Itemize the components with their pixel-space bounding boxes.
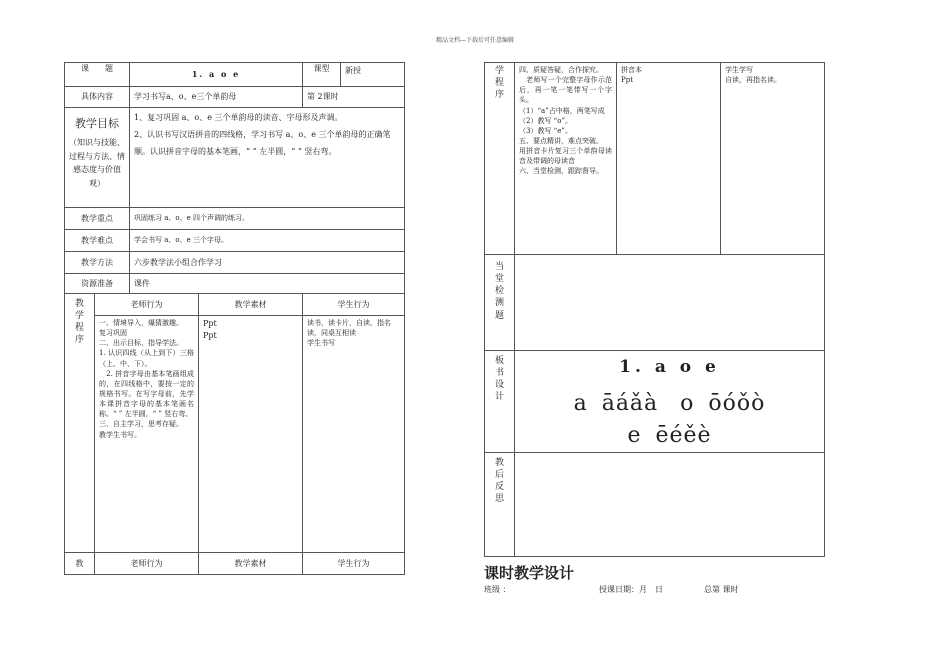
period-value: 第 2课时 <box>303 87 405 108</box>
bottom-teacher: 老师行为 <box>95 553 199 575</box>
left-lesson-table <box>64 62 405 575</box>
reflect-area <box>515 453 825 557</box>
footer-title: 课时教学设计 <box>484 564 575 582</box>
teacher-line: 用拼音卡片复习三个单韵母读音及带调的母读音 <box>519 147 612 166</box>
teacher-line: 1. 认识四线（从上到下）三格（上、中、下）。 <box>99 349 194 368</box>
goals-label: 教学目标 <box>75 117 119 130</box>
goals-sub: （知识与技能、过程与方法、情感态度与价值观） <box>69 137 125 188</box>
board-e-tones: ēéěè <box>655 422 712 448</box>
student-line: 自读，再指名读。 <box>725 76 781 85</box>
bottom-student: 学生行为 <box>303 553 405 575</box>
student-actions <box>303 316 405 553</box>
col-material: 教学素材 <box>199 294 303 316</box>
test-label: 当堂检测题 <box>485 255 515 351</box>
goals-cell <box>65 108 130 208</box>
teacher-line: （2）教写 “o”。 <box>519 116 573 125</box>
key-label: 教学重点 <box>65 208 130 230</box>
board-area <box>515 351 825 453</box>
bottom-label: 教 <box>65 553 95 575</box>
col-student: 学生行为 <box>303 294 405 316</box>
right-material-list <box>617 63 721 255</box>
board-a-tones: āáǎà <box>601 390 659 416</box>
right-student-actions <box>721 63 825 255</box>
board-o: o <box>680 390 695 416</box>
board-letters <box>515 388 824 452</box>
bottom-material: 教学素材 <box>199 553 303 575</box>
material-item: Ppt <box>203 330 217 340</box>
student-line: 读书，读卡片，自读，指名读，同桌互相读 <box>307 319 392 338</box>
board-label: 板书设计 <box>485 351 515 453</box>
teacher-line: （1）“a”占中格，两笔写成 <box>519 106 605 115</box>
teacher-line: 六、当堂检测，跟踪督导。 <box>519 167 603 176</box>
teacher-line: （3）教写 “e”。 <box>519 126 572 135</box>
header-note: 精品文档---下载后可任意编辑 <box>435 37 515 44</box>
resource-label: 资源准备 <box>65 274 130 294</box>
footer-total: 总第 课时 <box>704 585 739 594</box>
teacher-actions <box>95 316 199 553</box>
board-a: a <box>573 390 588 416</box>
content-value: 学习书写a、o、e三个单韵母 <box>130 87 303 108</box>
col-teacher: 老师行为 <box>95 294 199 316</box>
teacher-line: 一、情境导入，爆猜激趣。 <box>99 319 183 327</box>
resource-value: 课件 <box>130 274 405 294</box>
type-label: 课型 <box>303 63 341 87</box>
reflect-label: 教后反思 <box>485 453 515 557</box>
board-title: 1. a o e <box>619 357 720 377</box>
material-item: 拼音本 <box>621 66 642 74</box>
footer-date: 授课日期：月 日 <box>599 585 663 594</box>
topic-value: 1. a o e <box>130 63 303 87</box>
teacher-line: 二、出示目标，指导学法。 <box>99 339 183 348</box>
teacher-line: 2. 拼音字母由基本笔画组成的，在四线格中，要按一定的规格书写。在写字母前，先学本课拼音字母的基本笔画名称。“ ” 左半圆，“ ” 竖右弯。 <box>99 369 194 419</box>
goals-text <box>130 108 405 208</box>
student-line: 学生学写 <box>725 66 753 74</box>
board-o-tones: ōóǒò <box>708 390 766 416</box>
teacher-line: 老师写一个完整字母作示范后，再一笔一笔带写一个字头。 <box>519 76 612 105</box>
method-label: 教学方法 <box>65 252 130 274</box>
goals-text-2: 2、认识书写汉语拼音的四线格，学习书写 a、o、e 三个单韵母的正确笔顺。认识拼音字母的基本笔画，“ ” 左半圆，“ ” 竖右弯。 <box>134 129 391 156</box>
teacher-line: 三、自主学习，思考存疑。 <box>99 420 183 429</box>
footer-class: 班级 ： <box>484 585 511 594</box>
right-process-label: 学程序 <box>485 63 515 255</box>
test-area <box>515 255 825 351</box>
teacher-line: 教学生书写。 <box>99 430 141 439</box>
teacher-line: 五、要点精讲，难点突破。 <box>519 136 603 145</box>
key-value: 巩固练习 a、o、e 四个声调的练习。 <box>130 208 405 230</box>
difficult-value: 学会书写 a、o、e 三个字母。 <box>130 230 405 252</box>
type-value: 新授 <box>341 63 405 87</box>
process-label: 教学程序 <box>65 294 95 553</box>
student-line: 学生书写 <box>307 339 336 348</box>
content-label: 具体内容 <box>65 87 130 108</box>
board-e: e <box>627 422 642 448</box>
right-lesson-table <box>484 62 825 557</box>
topic-label: 课 题 <box>65 63 130 87</box>
right-teacher-actions <box>515 63 617 255</box>
material-item: Ppt <box>621 76 634 85</box>
teacher-line: 复习巩固 <box>99 329 127 338</box>
teacher-line: 四、质疑答疑，合作探究。 <box>519 66 603 74</box>
goals-text-1: 1、复习巩固 a、o、e 三个单韵母的读音、字母形及声调。 <box>134 113 343 122</box>
material-item: Ppt <box>203 319 217 328</box>
method-value: 六步教学法小组合作学习 <box>130 252 405 274</box>
difficult-label: 教学难点 <box>65 230 130 252</box>
material-list <box>199 316 303 553</box>
